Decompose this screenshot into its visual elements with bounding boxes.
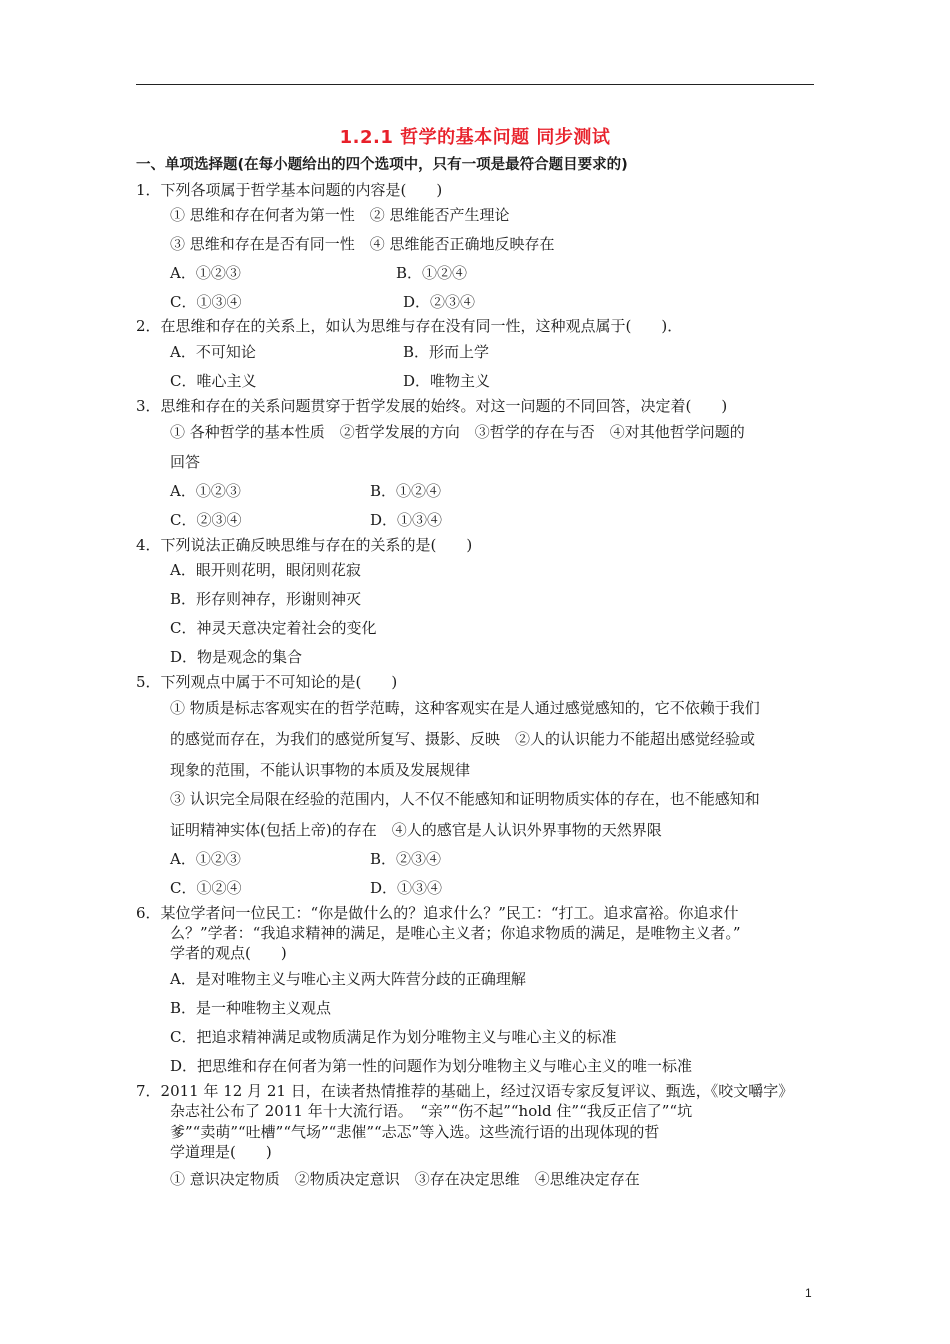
question-2-option-a: A．不可知论: [170, 343, 256, 361]
question-3-option-d: D．①③④: [370, 511, 443, 529]
question-6-option-b: B．是一种唯物主义观点: [170, 999, 332, 1017]
question-1-item: ③ 思维和存在是否有同一性 ④ 思维能否正确地反映存在: [170, 235, 555, 253]
question-3-option-c: C．②③④: [170, 511, 242, 529]
question-5-option-d: D．①③④: [370, 879, 443, 897]
question-4-option-a: A．眼开则花明，眼闭则花寂: [170, 561, 361, 579]
question-2-option-b: B．形而上学: [403, 343, 490, 361]
question-5-option-a: A．①②③: [170, 850, 241, 868]
question-5-item: ③ 认识完全局限在经验的范围内，人不仅不能感知和证明物质实体的存在，也不能感知和: [170, 790, 760, 808]
question-3-item: ① 各种哲学的基本性质 ②哲学发展的方向 ③哲学的存在与否 ④对其他哲学问题的: [170, 423, 745, 441]
question-5-item: 证明精神实体(包括上帝)的存在 ④人的感官是人认识外界事物的天然界限: [170, 821, 662, 839]
question-5-stem: 5．下列观点中属于不可知论的是( ): [136, 673, 398, 691]
page-number: 1: [805, 1286, 812, 1300]
question-2-stem: 2．在思维和存在的关系上，如认为思维与存在没有同一性，这种观点属于( )．: [136, 317, 683, 335]
header-rule: [136, 84, 814, 85]
question-2-option-c: C．唯心主义: [170, 372, 257, 390]
question-5-item: 现象的范围，不能认识事物的本质及发展规律: [170, 761, 471, 779]
question-4-option-d: D．物是观念的集合: [170, 648, 303, 666]
question-7-stem: 爹”“卖萌”“吐槽”“气场”“悲催”“忐忑”等入选。这些流行语的出现体现的哲: [170, 1123, 660, 1141]
question-3-stem: 3．思维和存在的关系问题贯穿于哲学发展的始终。对这一问题的不同回答，决定着( ): [136, 397, 728, 415]
question-7-stem: 学道理是( ): [170, 1143, 272, 1161]
question-1-option-d: D．②③④: [403, 293, 476, 311]
question-3-option-b: B．①②④: [370, 482, 442, 500]
question-6-option-c: C．把追求精神满足或物质满足作为划分唯物主义与唯心主义的标准: [170, 1028, 617, 1046]
question-6-option-a: A．是对唯物主义与唯心主义两大阵营分歧的正确理解: [170, 970, 526, 988]
question-7-stem: 杂志社公布了 2011 年十大流行语。 “亲”“伤不起”“hold 住”“我反正信了”“坑: [170, 1102, 693, 1120]
question-1-option-a: A．①②③: [170, 264, 241, 282]
section-heading: 一、单项选择题(在每小题给出的四个选项中，只有一项是最符合题目要求的): [136, 157, 628, 173]
question-6-stem: 6．某位学者问一位民工：“你是做什么的？追求什么？”民工：“打工。追求富裕。你追求什: [136, 904, 739, 922]
question-2-option-d: D．唯物主义: [403, 372, 491, 390]
question-5-option-b: B．②③④: [370, 850, 442, 868]
question-1-item: ① 思维和存在何者为第一性 ② 思维能否产生理论: [170, 206, 510, 224]
question-5-item: ① 物质是标志客观实在的哲学范畴，这种客观实在是人通过感觉感知的，它不依赖于我们: [170, 699, 760, 717]
question-1-option-c: C．①③④: [170, 293, 242, 311]
question-6-option-d: D．把思维和存在何者为第一性的问题作为划分唯物主义与唯心主义的唯一标准: [170, 1057, 693, 1075]
question-4-option-c: C．神灵天意决定着社会的变化: [170, 619, 377, 637]
question-1-stem: 1．下列各项属于哲学基本问题的内容是( ): [136, 181, 443, 199]
question-5-option-c: C．①②④: [170, 879, 242, 897]
question-1-option-b: B．①②④: [396, 264, 468, 282]
question-6-stem: 么？”学者：“我追求精神的满足，是唯心主义者；你追求物质的满足，是唯物主义者。”: [170, 924, 741, 942]
question-3-item: 回答: [170, 453, 201, 471]
page-title: 1.2.1 哲学的基本问题 同步测试: [339, 127, 611, 148]
question-3-option-a: A．①②③: [170, 482, 241, 500]
question-6-stem: 学者的观点( ): [170, 944, 287, 962]
question-4-option-b: B．形存则神存，形谢则神灭: [170, 590, 362, 608]
question-7-stem: 7．2011 年 12 月 21 日，在读者热情推荐的基础上，经过汉语专家反复评议、甄选，《咬文嚼字》: [136, 1082, 794, 1100]
question-5-item: 的感觉而存在，为我们的感觉所复写、摄影、反映 ②人的认识能力不能超出感觉经验或: [170, 730, 756, 748]
question-7-item: ① 意识决定物质 ②物质决定意识 ③存在决定思维 ④思维决定存在: [170, 1170, 640, 1188]
question-4-stem: 4．下列说法正确反映思维与存在的关系的是( ): [136, 536, 473, 554]
